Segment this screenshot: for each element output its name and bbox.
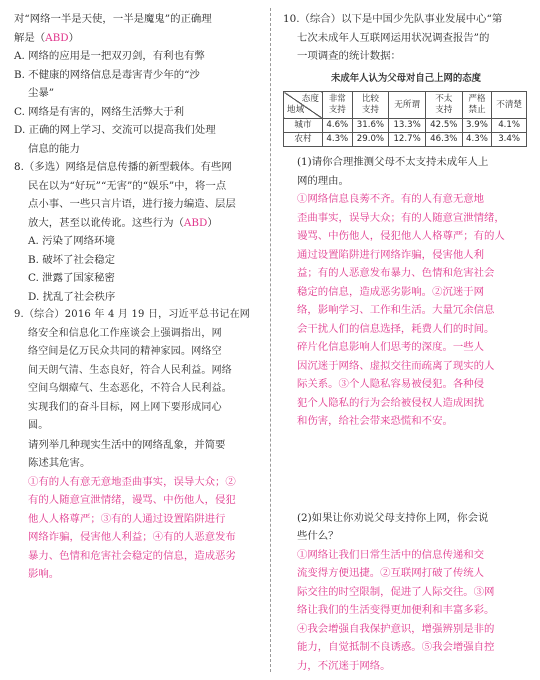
answer-line: 流变得方便迅捷。②互联网打破了传统人	[297, 567, 485, 579]
question-10	[283, 10, 529, 675]
answer-line	[14, 214, 260, 233]
table-cell: 3.4%	[492, 133, 527, 147]
question-stem: 8.（多选）网络是信息传播的新型载体。有些网	[14, 161, 232, 173]
answer-line: 际关系。③个人隐私容易被侵犯。各种侵	[297, 378, 485, 390]
sub-question-1: 网的理由。	[297, 174, 349, 187]
table-header-cell	[425, 92, 462, 119]
table-row	[284, 133, 527, 147]
survey-table	[283, 91, 527, 147]
answer-line: 际交往的时空限制，促进了人际交往。③网	[297, 585, 495, 598]
question-stem: 络空间是亿万民众共同的精神家园。网络空	[28, 346, 222, 357]
table-cell: 4.3%	[462, 133, 492, 147]
header-text: 支持	[435, 105, 453, 115]
header-text: 支持	[328, 105, 346, 115]
header-text: 禁止	[468, 105, 486, 115]
answer-line: 影响。	[28, 568, 60, 580]
answer-line	[14, 29, 260, 48]
option-c: C. 泄露了国家秘密	[28, 272, 115, 284]
answer-line: 稳定的信息，造成恶劣影响。②沉迷于网	[297, 285, 485, 298]
question-stem: 点小事、一些只言片语，进行接力编造、层层	[28, 198, 236, 210]
spacer	[283, 431, 529, 509]
table-cell: 4.1%	[492, 119, 527, 133]
question-9	[14, 306, 260, 584]
question-7-tail	[14, 10, 260, 158]
header-text: 比较	[361, 94, 380, 104]
text-span: 解是（	[14, 31, 46, 44]
option-d: D. 扰乱了社会秩序	[28, 290, 116, 303]
answer-line: ①有的人有意无意地歪曲事实，误导大众；②	[28, 475, 236, 488]
option-d-cont: 信息的能力	[28, 142, 80, 155]
text-span: ）	[207, 216, 218, 229]
sub-question-2: 些什么？	[297, 530, 339, 542]
column-divider	[270, 8, 271, 672]
question-stem: 民在以为“好玩”“无害”的“娱乐”中，将一点	[28, 179, 227, 192]
table-cell: 3.9%	[462, 119, 492, 133]
header-text: 无所谓	[394, 99, 421, 110]
answer-line: 暴力、色情和危害社会稳定的信息，造成恶劣	[28, 549, 236, 562]
answer-line: 谩骂、中伤他人，侵犯他人人格尊严；有的人	[297, 230, 505, 242]
option-a: A. 网络的应用是一把双刃剑，有利也有弊	[14, 50, 205, 62]
question-stem: 10.（综合）以下是中国少先队事业发展中心“第	[283, 13, 503, 25]
text-span: ）	[68, 31, 80, 44]
header-text: 非常	[328, 94, 346, 104]
table-cell: 31.6%	[352, 119, 389, 133]
right-column	[283, 10, 529, 675]
table-cell: 4.6%	[323, 119, 353, 133]
table-header-cell	[352, 92, 389, 119]
answer-line: 会干扰人们的信息选择，耗费人们的时间。	[297, 322, 495, 335]
answer-line: 犯个人隐私的行为会给被侵权人造成困扰	[297, 396, 485, 409]
table-cell: 29.0%	[352, 133, 389, 147]
answer-line: 有的人随意宣泄情绪，谩骂、中伤他人，侵犯	[28, 494, 236, 506]
table-header-row	[284, 92, 527, 119]
text-line: 对“网络一半是天使，一半是魔鬼”的正确理	[14, 13, 212, 25]
question-stem: 圆。	[28, 420, 49, 431]
answer-line: 他人人格尊严；③有的人通过设置陷阱进行	[28, 512, 226, 525]
answer-line: 能力，自觉抵制不良诱惑。⑤我会增强自控	[297, 641, 495, 653]
row-label: 农村	[284, 133, 323, 147]
answer-line: 碎片化信息影响人们思考的深度。一些人	[297, 341, 485, 353]
option-b-cont: 尘暴”	[28, 87, 55, 99]
header-text: 不太	[435, 94, 453, 104]
answer-line: 通过设置陷阱进行网络诈骗，侵害他人利	[297, 248, 485, 261]
answer-line: ①网络信息良莠不齐。有的人有意无意地	[297, 193, 485, 205]
table-cell: 46.3%	[425, 133, 462, 147]
option-b: B. 破坏了社会稳定	[28, 253, 115, 266]
sub-question-1: (1)请你合理推测父母不太支持未成年人上	[297, 156, 489, 168]
table-header-cell	[462, 92, 492, 119]
question-stem: 络安全和信息化工作座谈会上强调指出，网	[28, 327, 222, 339]
table-cell: 4.3%	[323, 133, 353, 147]
sub-question-2: (2)如果让你劝说父母支持你上网，你会说	[297, 511, 489, 524]
question-stem: 9.（综合）2016 年 4 月 19 日，习近平总书记在网	[14, 309, 250, 320]
option-c: C. 网络是有害的，网络生活弊大于利	[14, 105, 185, 118]
question-prompt: 陈述其危害。	[28, 457, 91, 469]
answer-line: 因沉迷于网络、虚拟交往而疏离了现实的人	[297, 359, 495, 372]
question-8	[14, 158, 260, 306]
table-header-cell	[389, 92, 426, 119]
question-prompt: 请列举几种现实生活中的网络乱象，并简要	[28, 438, 226, 451]
answer-line: ④我会增强自我保护意识，增强辨别是非的	[297, 622, 495, 635]
corner-top-label: 态度	[301, 94, 319, 104]
question-stem: 实现我们的奋斗目标，网上网下要形成同心	[28, 401, 222, 413]
header-text: 支持	[361, 105, 380, 115]
option-d: D. 正确的网上学习、交流可以提高我们处理	[14, 124, 216, 136]
option-a: A. 污染了网络环境	[28, 235, 115, 247]
table-cell: 42.5%	[425, 119, 462, 133]
option-b: B. 不健康的网络信息是毒害青少年的“沙	[14, 68, 200, 81]
answer-line: 力，不沉迷于网络。	[297, 659, 391, 672]
header-text: 严格	[468, 94, 486, 104]
text-span: 放大，甚至以讹传讹。这些行为（	[28, 216, 184, 229]
table-cell: 12.7%	[389, 133, 426, 147]
table-corner-cell	[284, 92, 323, 119]
question-stem: 一项调查的统计数据：	[297, 50, 401, 62]
table-header-cell	[492, 92, 527, 119]
answer-line: 和伤害，给社会带来恐慌和不安。	[297, 415, 453, 427]
question-stem: 七次未成年人互联网运用状况调查报告”的	[297, 31, 490, 44]
answer-line: ①网络让我们日常生活中的信息传递和交	[297, 548, 485, 561]
left-column	[14, 10, 260, 584]
corner-bottom-label: 地域	[287, 105, 305, 115]
header-text: 不清楚	[496, 99, 523, 110]
answer-line: 络让我们的生活变得更加便利和丰富多彩。	[297, 604, 495, 616]
q8-answer: ABD	[183, 216, 208, 229]
answer-line: 益；有的人恶意发布暴力、色情和危害社会	[297, 267, 495, 279]
table-row	[284, 119, 527, 133]
q7-answer: ABD	[45, 31, 69, 44]
answer-line: 网络诈骗，侵害他人利益；④有的人恶意发布	[28, 531, 236, 543]
answer-line: 歪曲事实，误导大众；有的人随意宣泄情绪，	[297, 211, 505, 224]
table-cell: 13.3%	[389, 119, 426, 133]
table-title: 未成年人认为父母对自己上网的态度	[330, 72, 481, 84]
table-header-cell	[323, 92, 353, 119]
question-stem: 间天朗气清、生态良好，符合人民利益。网络	[28, 364, 232, 376]
row-label: 城市	[284, 119, 323, 133]
question-stem: 空间乌烟瘴气、生态恶化，不符合人民利益。	[28, 383, 232, 394]
answer-line: 络，影响学习、工作和生活。大量冗余信息	[297, 304, 495, 316]
